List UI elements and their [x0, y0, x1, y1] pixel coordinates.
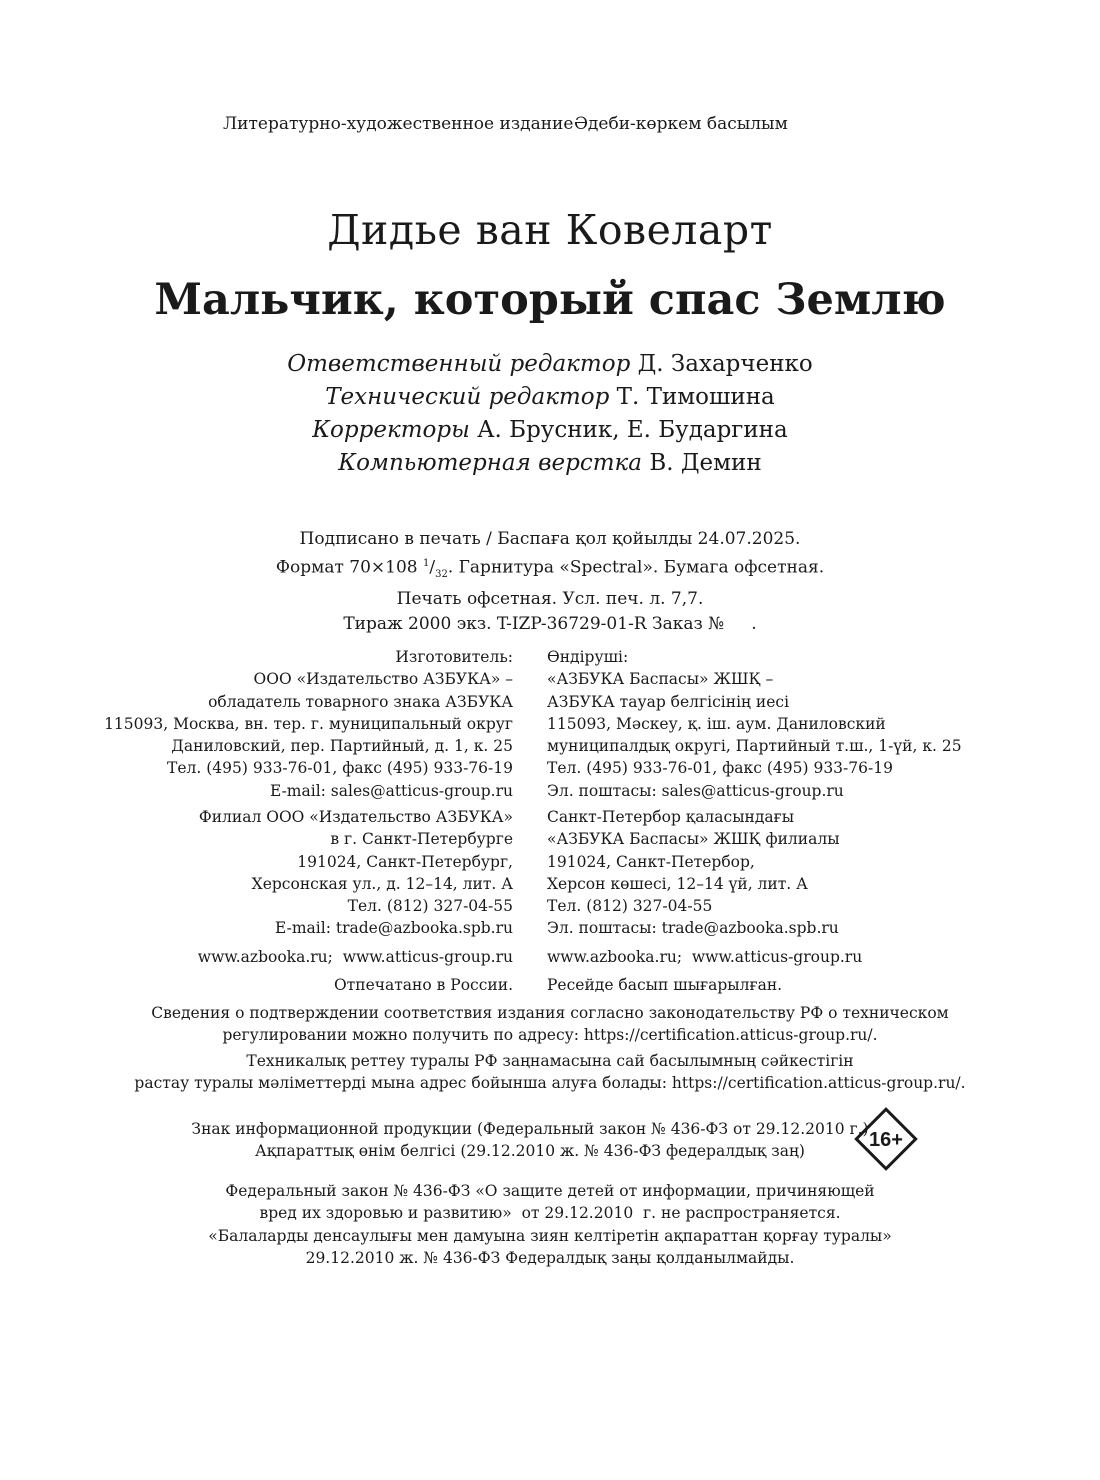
- branch-kz: [547, 806, 840, 940]
- branch-ru-line: Херсонская ул., д. 12–14, лит. А: [251, 874, 513, 893]
- manufacturer-ru-line: E-mail: sales@atticus-group.ru: [269, 781, 513, 800]
- certification-ru-line: Сведения о подтверждении соответствия издания согласно законодательству РФ о техническом: [151, 1004, 949, 1022]
- law-notice: [0, 1180, 1100, 1269]
- manufacturer-kz-line: Эл. поштасы: sales@atticus-group.ru: [547, 781, 844, 800]
- age-rating-badge-icon: [852, 1105, 920, 1173]
- credit-line: [0, 447, 1100, 480]
- branch-ru-line: E-mail: trade@azbooka.spb.ru: [275, 919, 513, 938]
- branch-kz-line: 191024, Санкт-Петербор,: [547, 852, 755, 871]
- book-author: Дидье ван Ковеларт: [327, 206, 773, 254]
- website-ru: www.azbooka.ru; www.atticus-group.ru: [197, 948, 513, 966]
- manufacturer-ru-line: Тел. (495) 933-76-01, факс (495) 933-76-19: [167, 759, 513, 778]
- credit-role: Ответственный редактор: [287, 351, 631, 377]
- credit-name: В. Демин: [649, 450, 762, 476]
- law-line: 29.12.2010 ж. № 436-ФЗ Федералдық заңы қолданылмайды.: [305, 1248, 795, 1267]
- manufacturer-ru-line: обладатель товарного знака АЗБУКА: [208, 692, 513, 711]
- certification-kz-line: Техникалық реттеу туралы РФ заңнамасына сай басылымның сәйкестігін: [246, 1052, 854, 1070]
- branch-kz-line: Тел. (812) 327-04-55: [547, 897, 713, 916]
- manufacturer-ru: [104, 646, 513, 802]
- format-prefix: Формат 70×108: [275, 557, 424, 578]
- branch-kz-line: Санкт-Петербор қаласындағы: [547, 808, 795, 826]
- manufacturer-kz-line: Тел. (495) 933-76-01, факс (495) 933-76-19: [547, 759, 893, 778]
- manufacturer-ru-line: Изготовитель:: [395, 648, 513, 666]
- manufacturer-ru-line: ООО «Издательство АЗБУКА» –: [253, 670, 513, 689]
- branch-ru-line: 191024, Санкт-Петербург,: [297, 852, 513, 871]
- credit-name: А. Брусник, Е. Бударгина: [477, 417, 788, 443]
- branch-ru-line: Филиал ООО «Издательство АЗБУКА»: [198, 808, 513, 826]
- format-numerator: 1: [423, 557, 430, 569]
- imprint-print: Печать офсетная. Усл. печ. л. 7,7.: [396, 589, 704, 610]
- credit-role: Корректоры: [312, 417, 470, 443]
- branch-ru-line: в г. Санкт-Петербурге: [330, 830, 513, 849]
- credit-name: Д. Захарченко: [637, 351, 813, 377]
- book-title: Мальчик, который спас Землю: [154, 275, 946, 325]
- imprint-block: [0, 527, 1100, 636]
- format-denominator: 32: [435, 568, 448, 580]
- credit-name: Т. Тимошина: [616, 384, 775, 410]
- branch-ru-line: Тел. (812) 327-04-55: [347, 897, 513, 916]
- manufacturer-kz-line: АЗБУКА тауар белгісінің иесі: [547, 692, 790, 711]
- manufacturer-kz-line: «АЗБУКА Баспасы» ЖШҚ –: [547, 670, 774, 689]
- genre-label-ru: Литературно-художественное издание: [223, 114, 574, 134]
- branch-kz-line: «АЗБУКА Баспасы» ЖШҚ филиалы: [547, 830, 840, 849]
- law-line: вред их здоровью и развитию» от 29.12.2010 г. не распространяется.: [259, 1204, 841, 1223]
- age-rating-text: 16+: [869, 1129, 903, 1151]
- credit-line: [0, 414, 1100, 447]
- certification-kz: [0, 1050, 1100, 1095]
- format-suffix: . Гарнитура «Spectral». Бумага офсетная.: [447, 557, 825, 578]
- genre-label-kz: Әдеби-көркем басылым: [574, 114, 788, 134]
- manufacturer-ru-line: 115093, Москва, вн. тер. г. муниципальный округ: [104, 714, 513, 733]
- certification-kz-line: растау туралы мәліметтерді мына адрес бойынша алуға болады: https://certification.atticus-group.ru/.: [134, 1074, 966, 1093]
- printed-in-ru: Отпечатано в России.: [333, 976, 513, 994]
- printed-in-kz: Ресейде басып шығарылған.: [547, 976, 783, 994]
- imprint-signed: Подписано в печать / Баспаға қол қойылды 24.07.2025.: [299, 529, 801, 549]
- certification-ru-line: регулировании можно получить по адресу: https://certification.atticus-group.ru/.: [222, 1026, 878, 1045]
- manufacturer-ru-line: Даниловский, пер. Партийный, д. 1, к. 25: [171, 737, 513, 756]
- imprint-format: Формат 70×108 $^1/_{32}$. Гарнитура «Spectral». Бумага офсетная.: [275, 557, 825, 580]
- law-line: Федеральный закон № 436-ФЗ «О защите детей от информации, причиняющей: [225, 1182, 875, 1200]
- certification-ru: [0, 1002, 1100, 1047]
- manufacturer-kz-line: 115093, Мәскеу, қ. іш. аум. Даниловский: [547, 714, 886, 733]
- manufacturer-kz-line: муниципалдық округі, Партийный т.ш., 1-үй, к. 25: [547, 737, 962, 756]
- info-sign-line: Ақпараттық өнім белгісі (29.12.2010 ж. № 436-ФЗ федералдық заң): [255, 1142, 805, 1161]
- website-kz: www.azbooka.ru; www.atticus-group.ru: [547, 948, 863, 966]
- credit-line: [0, 348, 1100, 381]
- manufacturer-kz-line: Өндіруші:: [547, 648, 629, 666]
- imprint-run: Тираж 2000 экз. T-IZP-36729-01-R Заказ № .: [343, 613, 757, 634]
- credit-role: Компьютерная верстка: [338, 450, 642, 476]
- branch-kz-line: Эл. поштасы: trade@azbooka.spb.ru: [547, 919, 839, 938]
- branch-ru: [199, 806, 513, 940]
- manufacturer-kz: [547, 646, 962, 802]
- credit-role: Технический редактор: [325, 384, 610, 410]
- law-line: «Балаларды денсаулығы мен дамуына зиян келтіретін ақпараттан қорғау туралы»: [208, 1226, 892, 1245]
- info-sign-line: Знак информационной продукции (Федеральный закон № 436-ФЗ от 29.12.2010 г.): [191, 1120, 869, 1138]
- credit-line: [0, 381, 1100, 414]
- branch-kz-line: Херсон көшесі, 12–14 үй, лит. А: [547, 874, 808, 893]
- credits-block: [0, 348, 1100, 480]
